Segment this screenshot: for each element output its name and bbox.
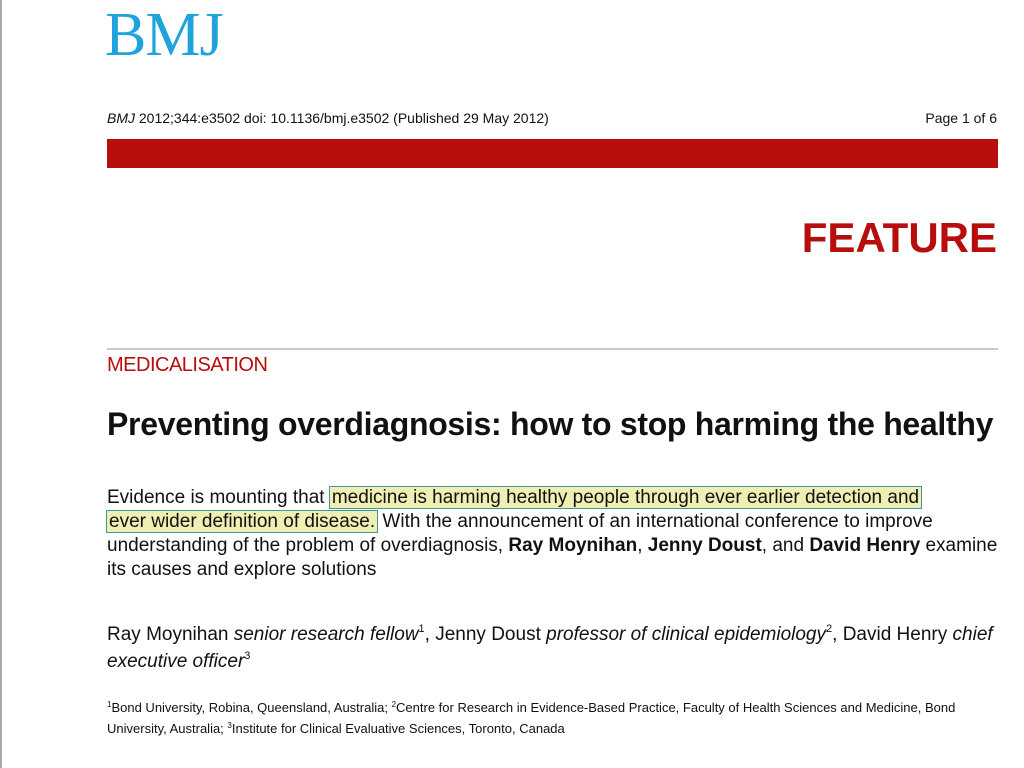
affiliation-number: 3: [227, 721, 232, 730]
standfirst-lead: Evidence is mounting that: [107, 487, 330, 508]
article-title: Preventing overdiagnosis: how to stop harming the healthy: [107, 406, 994, 442]
standfirst-author-1: Ray Moynihan: [508, 535, 638, 556]
affiliation-text: Institute for Clinical Evaluative Sciences, Toronto, Canada: [231, 721, 565, 736]
citation-line: [107, 110, 549, 126]
section-label: MEDICALISATION: [107, 354, 268, 376]
header-bar: [107, 139, 998, 168]
author-name: Jenny Doust: [435, 624, 547, 645]
author-separator: ,: [424, 624, 436, 645]
author-affiliation-ref: 1: [418, 623, 425, 635]
author-role: senior research fellow: [233, 624, 419, 645]
standfirst-separator: ,: [637, 535, 648, 556]
author-role: professor of clinical epidemiology: [546, 624, 827, 645]
affiliation-text: Bond University, Robina, Queensland, Australia;: [111, 700, 392, 715]
author-name: David Henry: [842, 624, 953, 645]
affiliation-number: 1: [107, 700, 112, 709]
bmj-logo: BMJ: [105, 1, 223, 69]
author-affiliation-ref: 3: [244, 650, 251, 662]
author-role: chief executive officer: [107, 624, 993, 672]
citation-details: 2012;344:e3502 doi: 10.1136/bmj.e3502 (Published 29 May 2012): [135, 110, 549, 126]
standfirst-author-3: David Henry: [809, 535, 921, 556]
window-edge: [0, 0, 2, 768]
standfirst-author-2: Jenny Doust: [647, 535, 762, 556]
author-affiliation-ref: 2: [826, 623, 833, 635]
author-name: Ray Moynihan: [107, 624, 234, 645]
author-list: [107, 621, 1007, 675]
standfirst-body: With the announcement of an international conference to improve understanding of the problem of overdiagnosis,: [107, 511, 933, 556]
journal-name: BMJ: [107, 110, 135, 126]
section-divider: [107, 348, 998, 350]
standfirst-tail: examine its causes and explore solutions: [107, 535, 998, 580]
standfirst-separator: , and: [761, 535, 810, 556]
page-indicator: Page 1 of 6: [925, 110, 997, 126]
text-highlight-2[interactable]: ever wider definition of disease.: [109, 511, 376, 532]
affiliation-list: [107, 697, 1007, 739]
article-type-label: FEATURE: [801, 214, 997, 261]
affiliation-text: Centre for Research in Evidence-Based Practice, Faculty of Health Sciences and Medicine, Bond University, Australia;: [107, 700, 956, 736]
affiliation-number: 2: [391, 700, 397, 709]
standfirst: [107, 486, 1007, 582]
author-separator: ,: [832, 624, 843, 645]
text-highlight-1[interactable]: medicine is harming healthy people through ever earlier detection and: [331, 487, 920, 508]
